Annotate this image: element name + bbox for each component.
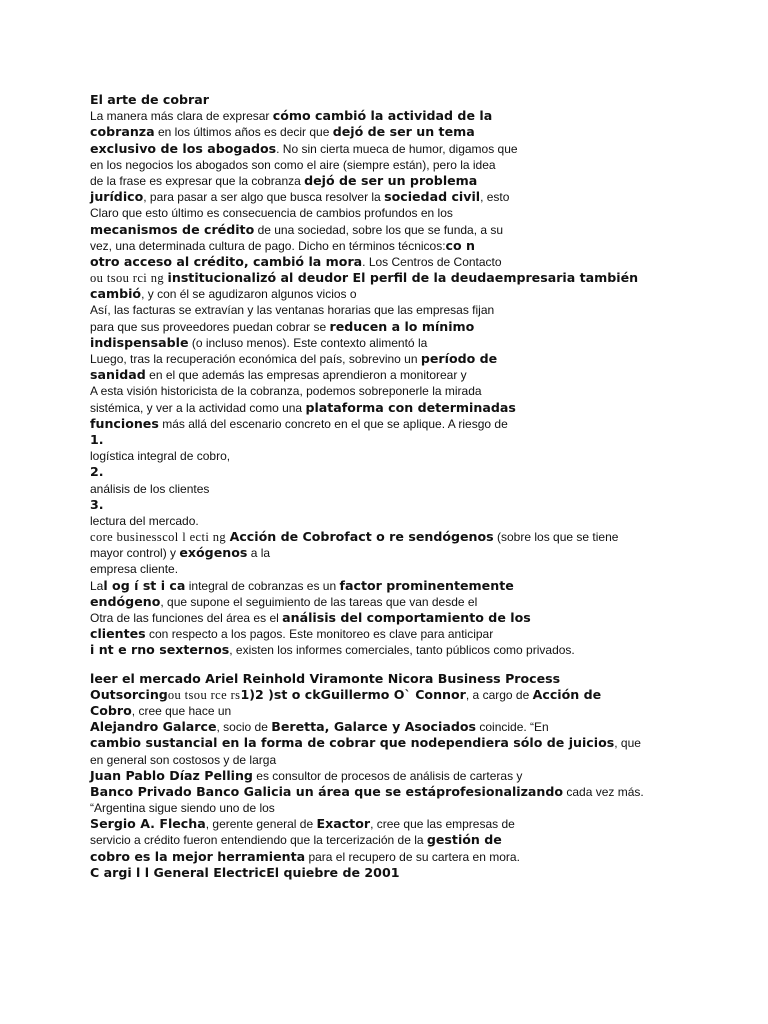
text-line <box>90 513 690 529</box>
text-line <box>90 238 690 254</box>
body-text: servicio a crédito fueron entendiendo que la tercerización de la <box>90 833 427 848</box>
bold-text: Exactor <box>316 816 371 832</box>
text-line <box>90 400 690 416</box>
body-text: sistémica, y ver a la actividad como una <box>90 400 306 415</box>
bold-text: 2. <box>90 464 104 480</box>
text-line <box>90 302 690 318</box>
bold-text: Beretta, Galarce y Asociados <box>271 719 477 735</box>
bold-text: Acción de <box>532 686 602 702</box>
body-text: análisis de los clientes <box>90 481 210 496</box>
bold-text: plataforma con determinadas <box>305 399 516 415</box>
body-text: cada vez más. <box>563 784 644 799</box>
body-text: , que <box>614 736 641 751</box>
bold-text: cambió <box>90 286 142 302</box>
body-text: en los últimos años es decir que <box>154 125 333 140</box>
blank-line <box>90 659 690 671</box>
bold-text: i nt e rno sexternos <box>90 642 230 658</box>
body-text: Claro que esto último es consecuencia de cambios profundos en los <box>90 206 453 221</box>
bold-text: sociedad civil <box>384 189 481 205</box>
bold-text: exclusivo de los abogados <box>90 140 277 156</box>
text-line <box>90 529 690 545</box>
body-text: coincide. “En <box>476 720 549 735</box>
bold-text: sanidad <box>90 367 146 383</box>
text-line <box>90 865 690 881</box>
spaced-text: core businesscol l ecti ng <box>90 530 230 545</box>
body-text: A esta visión historicista de la cobranza, podemos sobreponerle la mirada <box>90 384 482 399</box>
body-text: “Argentina sigue siendo uno de los <box>90 801 275 816</box>
text-line <box>90 703 690 719</box>
text-line <box>90 432 690 448</box>
body-text: logística integral de cobro, <box>90 449 231 464</box>
bold-text: endógeno <box>90 593 161 609</box>
text-line <box>90 286 690 302</box>
bold-text: 1)2 )st o ckGuillermo O` Connor <box>240 686 466 702</box>
bold-text: l og í st i ca <box>103 577 186 593</box>
body-text: vez, una determinada cultura de pago. Dicho en términos técnicos: <box>90 238 446 253</box>
bold-text: indispensable <box>90 334 189 350</box>
text-line <box>90 800 690 816</box>
text-line <box>90 626 690 642</box>
text-line <box>90 367 690 383</box>
body-text: Otra de las funciones del área es el <box>90 611 283 625</box>
text-line <box>90 254 690 270</box>
body-text: . No sin cierta mueca de humor, digamos que <box>276 141 518 156</box>
body-text: a la <box>247 546 271 561</box>
body-text: mayor control) y <box>90 546 180 561</box>
body-text: con respecto a los pagos. Este monitoreo es clave para anticipar <box>145 627 494 642</box>
bold-text: Juan Pablo Díaz Pelling <box>90 767 253 783</box>
body-text: para el recupero de su cartera en mora. <box>305 849 520 864</box>
bold-text: jurídico <box>90 189 144 205</box>
bold-text: cobranza <box>90 124 155 140</box>
bold-text: mecanismos de crédito <box>90 221 255 237</box>
bold-text: gestión de <box>426 832 502 848</box>
body-text: lectura del mercado. <box>90 513 199 528</box>
text-line <box>90 594 690 610</box>
text-line <box>90 335 690 351</box>
body-text: , esto <box>480 190 510 205</box>
bold-text: cobro es la mejor herramienta <box>90 848 306 864</box>
bold-text: Banco Privado Banco Galicia un área que se estáprofesionalizando <box>90 783 564 799</box>
text-line <box>90 768 690 784</box>
body-text: (sobre los que se tiene <box>493 530 619 545</box>
body-text: (o incluso menos). Este contexto alimentó la <box>188 335 428 350</box>
body-text: de la frase es expresar que la cobranza <box>90 173 305 188</box>
body-text: . Los Centros de Contacto <box>362 254 502 269</box>
text-line <box>90 784 690 800</box>
bold-text: período de <box>420 351 498 366</box>
bold-text: análisis del comportamiento de los <box>282 610 531 625</box>
body-text: , a cargo de <box>465 687 533 702</box>
bold-text: dejó de ser un tema <box>332 124 475 140</box>
bold-text: otro acceso al crédito, cambió la mora <box>90 253 363 269</box>
bold-text: funciones <box>90 415 159 431</box>
text-line <box>90 92 690 108</box>
text-line <box>90 189 690 205</box>
bold-text: Cobro <box>90 702 132 718</box>
body-text: Así, las facturas se extravían y las ventanas horarias que las empresas fijan <box>90 303 495 318</box>
spaced-text: ou tsou rci ng <box>90 271 168 286</box>
text-line <box>90 832 690 848</box>
bold-text: reducen a lo mínimo <box>329 318 475 334</box>
bold-text: institucionalizó al deudor El perfil de la deudaempresaria también <box>167 270 639 286</box>
text-line <box>90 108 690 124</box>
text-line <box>90 448 690 464</box>
text-line <box>90 351 690 367</box>
body-text: , para pasar a ser algo que busca resolver la <box>143 190 385 205</box>
bold-text: Acción de Cobrofact o re sendógenos <box>229 529 494 545</box>
body-text: , cree que las empresas de <box>370 817 515 832</box>
text-line <box>90 719 690 735</box>
text-line <box>90 319 690 335</box>
bold-text: clientes <box>90 626 146 642</box>
bold-text: dejó de ser un problema <box>304 172 478 188</box>
text-line <box>90 735 690 751</box>
text-line <box>90 561 690 577</box>
body-text: en general son costosos y de larga <box>90 752 277 767</box>
text-line <box>90 642 690 658</box>
body-text: , existen los informes comerciales, tanto públicos como privados. <box>229 643 575 658</box>
text-line <box>90 671 690 687</box>
text-line <box>90 124 690 140</box>
bold-text: exógenos <box>179 545 248 561</box>
body-text: , que supone el seguimiento de las tareas que van desde el <box>160 594 478 609</box>
text-line <box>90 545 690 561</box>
text-line <box>90 481 690 497</box>
bold-text: El arte de cobrar <box>90 92 209 107</box>
text-line <box>90 222 690 238</box>
body-text: empresa cliente. <box>90 562 179 577</box>
bold-text: Alejandro Galarce <box>90 719 217 735</box>
body-text: es consultor de procesos de análisis de carteras y <box>252 768 523 783</box>
text-line <box>90 205 690 221</box>
body-text: en los negocios los abogados son como el aire (siempre están), pero la idea <box>90 157 496 172</box>
text-line <box>90 497 690 513</box>
text-line <box>90 416 690 432</box>
text-line <box>90 578 690 594</box>
body-text: La manera más clara de expresar <box>90 109 273 124</box>
text-line <box>90 383 690 399</box>
bold-text: leer el mercado Ariel Reinhold Viramonte Nicora Business Process <box>90 670 561 686</box>
body-text: La <box>90 578 104 593</box>
body-text: para que sus proveedores puedan cobrar se <box>90 319 330 334</box>
bold-text: Outsorcing <box>90 686 168 702</box>
bold-text: co n <box>445 237 476 253</box>
body-text: , gerente general de <box>205 817 317 832</box>
bold-text: cambio sustancial en la forma de cobrar que nodependiera sólo de juicios <box>90 735 615 751</box>
body-text: , socio de <box>216 720 272 735</box>
body-text: , y con él se agudizaron algunos vicios o <box>141 287 357 302</box>
body-text: integral de cobranzas es un <box>185 578 340 593</box>
text-line <box>90 752 690 768</box>
body-text: de una sociedad, sobre los que se funda, a su <box>254 222 504 237</box>
text-line <box>90 464 690 480</box>
text-line <box>90 157 690 173</box>
text-line <box>90 141 690 157</box>
body-text: más allá del escenario concreto en el que se aplique. A riesgo de <box>158 416 508 431</box>
bold-text: 1. <box>90 431 104 447</box>
bold-text: Sergio A. Flecha <box>90 816 206 832</box>
bold-text: factor prominentemente <box>339 577 514 593</box>
document-body <box>90 92 690 881</box>
text-line <box>90 610 690 626</box>
text-line <box>90 816 690 832</box>
body-text: en el que además las empresas aprendieron a monitorear y <box>145 368 467 383</box>
body-text: Luego, tras la recuperación económica del país, sobrevino un <box>90 352 421 366</box>
body-text: , cree que hace un <box>131 703 232 718</box>
spaced-text: ou tsou rce rs <box>167 687 241 702</box>
text-line <box>90 687 690 703</box>
bold-text: cómo cambió la actividad de la <box>272 108 493 124</box>
text-line <box>90 173 690 189</box>
text-line <box>90 270 690 286</box>
bold-text: 3. <box>90 496 104 512</box>
bold-text: C argi l l General ElectricEl quiebre de 2001 <box>90 864 400 880</box>
text-line <box>90 849 690 865</box>
